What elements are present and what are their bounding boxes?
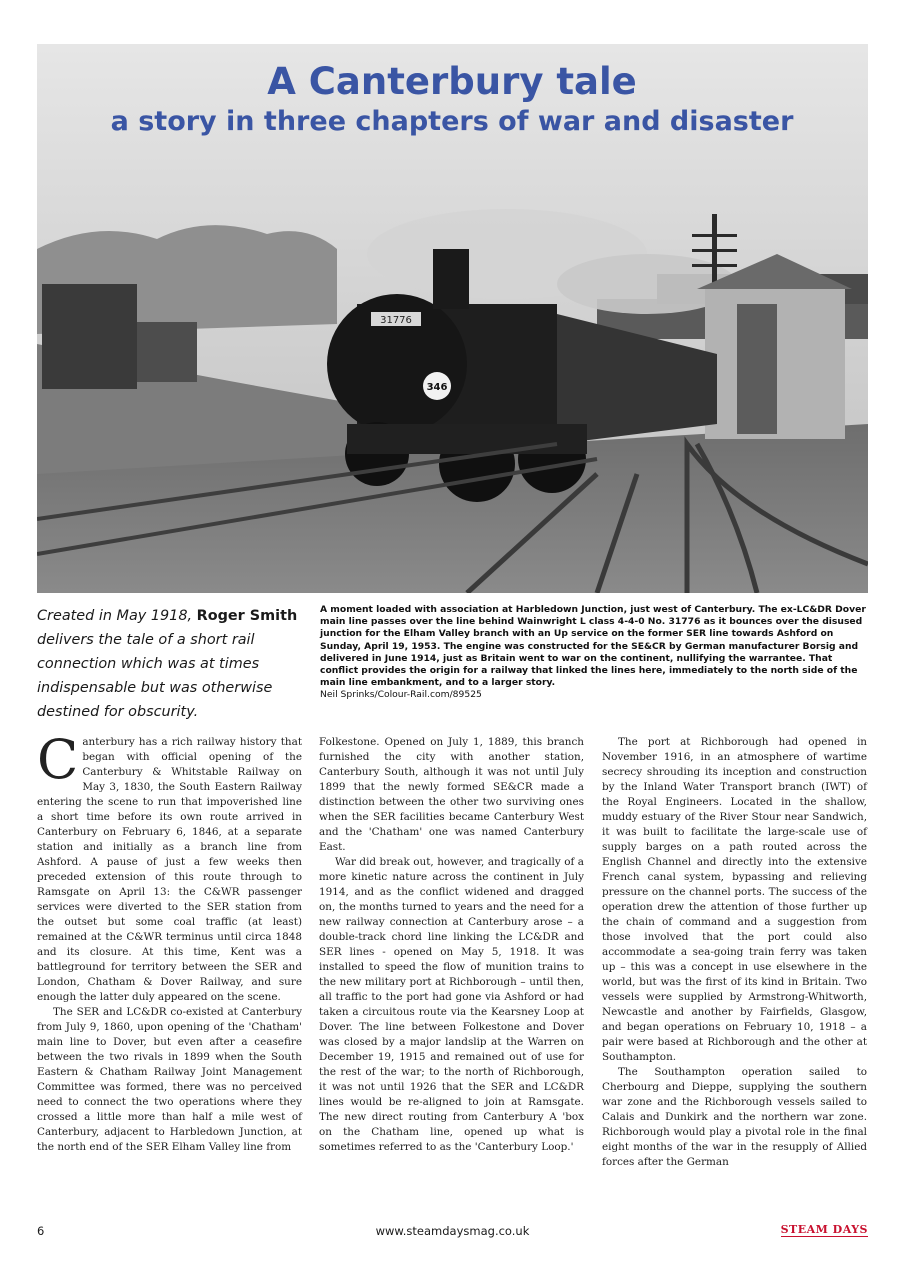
body-paragraph: Folkestone. Opened on July 1, 1889, this branch furnished the city with another station, Canterbury South, although it was not until July 1899 that the newly formed SE&CR made a distinction between the other two surviving ones when the SER facilities became Canterbury West and the 'Chatham' one was named Canterbury East.: [319, 736, 584, 853]
body-column-2: [319, 735, 584, 1155]
photo-credit: Neil Sprinks/Colour-Rail.com/89525: [320, 689, 482, 701]
body-paragraph: The port at Richborough had opened in November 1916, in an atmosphere of wartime secrecy shrouding its inception and construction by the Inland Water Transport branch (IWT) of the Royal Engineers. Located in the shallow, muddy estuary of the River Stour near Sandwich, it was built to facilitate the large-scale use of supply barges on a path routed across the English Channel and directly into the extensive French canal system, bypassing and relieving pressure on the channel ports. The success of the operation drew the attention of those further up the chain of command and a suggestion from those involved that the port could also accommodate a sea-going train ferry was taken up – this was a concept in use elsewhere in the world, but was the first of its kind in Britain. Two vessels were supplied by Armstrong-Whitworth, Newcastle and another by Fairfields, Glasgow, and began operations on February 10, 1918 – a pair were based at Richborough and the other at Southampton.: [602, 736, 867, 1063]
author-name: Roger Smith: [196, 608, 298, 624]
body-paragraph: The SER and LC&DR co-existed at Canterbury from July 9, 1860, upon opening of the 'Chatham' main line to Dover, but even after a ceasefire between the two rivals in 1899 when the South Eastern & Chatham Railway Joint Management Committee was formed, there was no perceived need to connect the two operations where they crossed a little more than half a mile west of Canterbury, adjacent to Harbledown Junction, at the north end of the SER Elham Valley line from: [37, 1006, 302, 1153]
standfirst: [37, 604, 309, 724]
standfirst-intro: Created in May 1918,: [37, 608, 197, 624]
standfirst-rest: delivers the tale of a short rail connection which was at times indispensable but was otherwise destined for obscurity.: [37, 632, 273, 720]
magazine-logo: STEAM DAYS: [780, 1223, 868, 1236]
caption-text: A moment loaded with association at Harbledown Junction, just west of Canterbury. The ex-LC&DR Dover main line passes over the line behind Wainwright L class 4-4-0 No. 31776 as it bounces over the disused junction for the Elham Valley branch with an Up service on the former SER line towards Ashford on Sunday, April 19, 1953. The engine was constructed for the SE&CR by German manufacturer Borsig and delivered in June 1914, just as Britain went to war on the continent, nullifying the warrantee. That conflict provides the origin for a railway that linked the lines here, immediately to the north side of the main line embankment, and to a larger story.: [320, 604, 866, 689]
body-column-3: [602, 735, 867, 1170]
smokebox-number: 31776: [380, 315, 412, 326]
drop-cap: C: [37, 728, 79, 791]
body-column-1: [37, 728, 302, 1155]
page-number: 6: [37, 1224, 45, 1238]
body-paragraph: Canterbury has a rich railway history that began with official opening of the Canterbury & Whitstable Railway on May 3, 1830, the South Eastern Railway entering the scene to run that impoverished line a short time before its own route arrived in Canterbury on February 6, 1846, at a separate station and initially as a branch line from Ashford. A pause of just a few weeks then preceded extension of this route through to Ramsgate on April 13: the C&WR passenger services were diverted to the SER station from the outset but some coal traffic (at least) remained at the C&WR terminus until circa 1848 and its closure. At this time, Kent was a battleground for territory between the SER and London, Chatham & Dover Railway, and sure enough the latter duly appeared on the scene.: [37, 728, 302, 1003]
article-title: A Canterbury tale: [267, 60, 637, 103]
photo-caption: [320, 604, 868, 702]
headcode-disc: 346: [426, 382, 448, 393]
article-subtitle: a story in three chapters of war and disaster: [110, 106, 794, 137]
page-footer: [37, 1224, 868, 1242]
website-link[interactable]: www.steamdaysmag.co.uk: [375, 1224, 530, 1238]
body-paragraph: War did break out, however, and tragically of a more kinetic nature across the continent in July 1914, and as the conflict widened and dragged on, the months turned to years and the need for a new railway connection at Canterbury arose – a double-track chord line linking the LC&DR and SER lines - opened on May 5, 1918. It was installed to speed the flow of munition trains to the new military port at Richborough – until then, all traffic to the port had gone via Ashford or had taken a circuitous route via the Kearsney Loop at Dover. The line between Folkestone and Dover was closed by a major landslip at the Warren on December 19, 1915 and remained out of use for the rest of the war; to the north of Richborough, it was not until 1926 that the SER and LC&DR lines would be re-aligned to join at Ramsgate. The new direct routing from Canterbury A 'box on the Chatham line, opened up what is sometimes referred to as the 'Canterbury Loop.': [319, 856, 584, 1153]
body-paragraph: The Southampton operation sailed to Cherbourg and Dieppe, supplying the southern war zone and the Richborough vessels sailed to Calais and Dunkirk and the northern war zone. Richborough would play a pivotal role in the final eight months of the war in the resupply of Allied forces after the German: [602, 1066, 867, 1168]
